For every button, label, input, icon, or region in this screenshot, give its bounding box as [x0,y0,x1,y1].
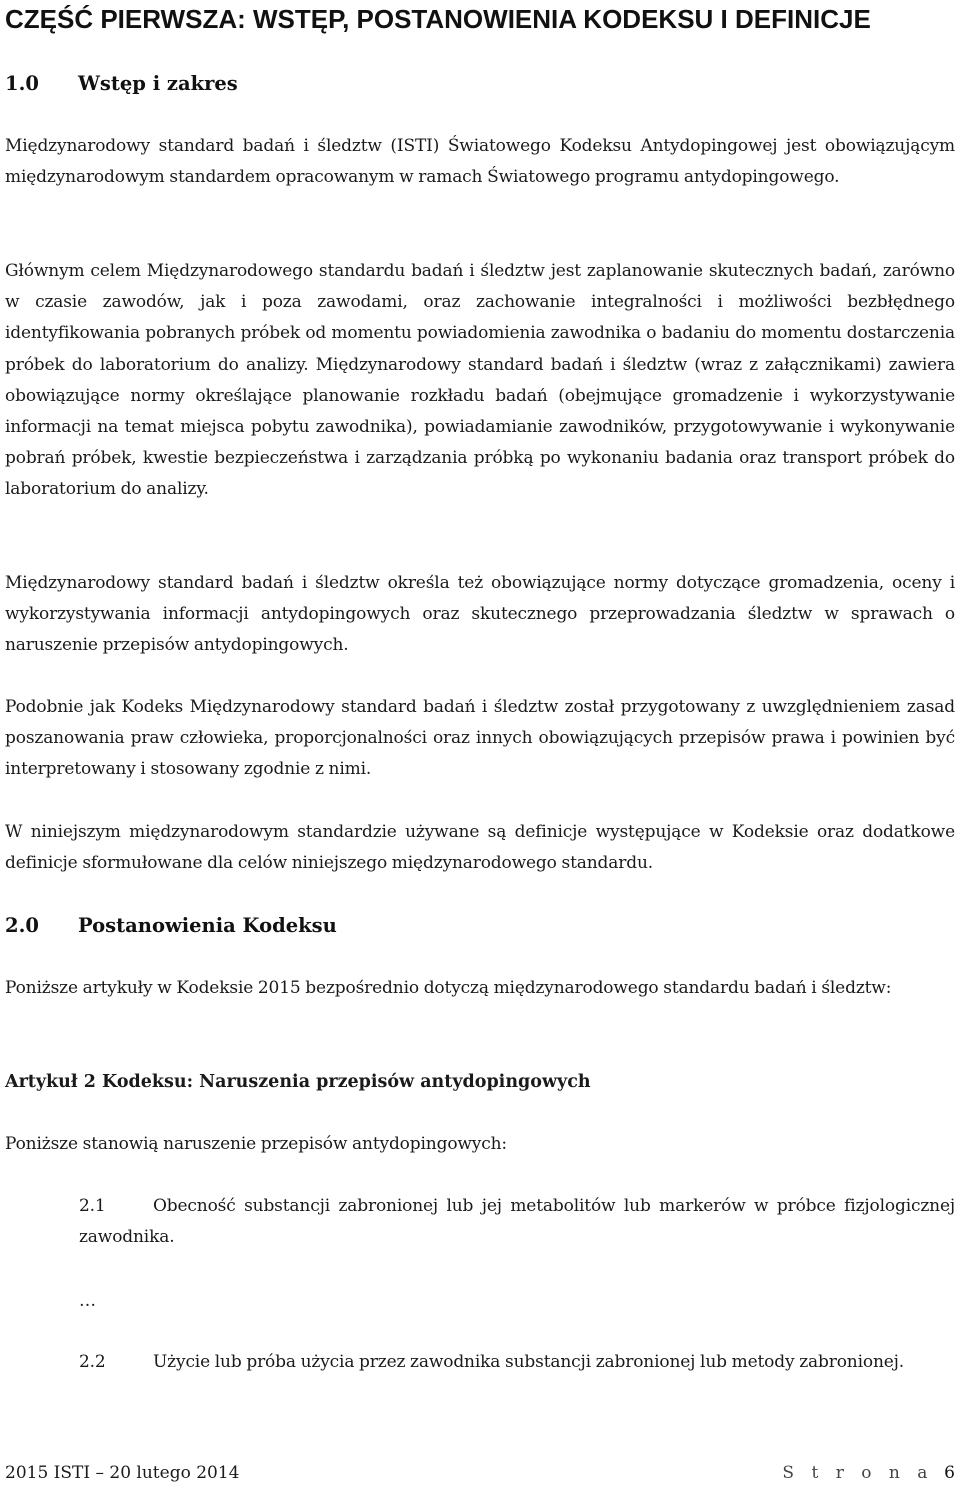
section-number: 2.0 [5,914,39,937]
section-heading-2 [5,910,955,942]
paragraph-definitions: W niniejszym międzynarodowym standardzie używane są definicje występujące w Kodeksie oraz dodatkowe definicje sformułowane dla celów niniejszego międzynarodowego standardu. [5,822,955,874]
page-label: S t r o n a [782,1463,934,1483]
footer-document-date: 2015 ISTI – 20 lutego 2014 [5,1463,240,1483]
paragraph-scope: Międzynarodowy standard badań i śledztw określa też obowiązujące normy dotyczące gromadzenia, oceny i wykorzystywania informacji antydopingowych oraz skutecznego przeprowadzania śledztw w sprawach o naruszenie przepisów antydopingowych. [5,573,955,656]
section-number: 1.0 [5,72,39,95]
item-text: Obecność substancji zabronionej lub jej metabolitów lub markerów w próbce fizjologicznej zawodnika. [79,1196,955,1248]
section-heading-1 [5,68,955,100]
paragraph-purpose: Głównym celem Międzynarodowego standardu badań i śledztw jest zaplanowanie skutecznych badań, zarówno w czasie zawodów, jak i poza zawodami, oraz zachowanie integralności i możliwości bezbłędnego identyfikowania pobranych próbek od momentu powiadomienia zawodnika o badaniu do momentu dostarczenia próbek do laboratorium do analizy. Międzynarodowy standard badań i śledztw (wraz z załącznikami) zawiera obowiązujące normy określające planowanie rozkładu badań (obejmujące gromadzenie i wykorzystywanie informacji na temat miejsca pobytu zawodnika), powiadamianie zawodników, przygotowywanie i wykonywanie pobrań próbek, kwestie bezpieczeństwa i zarządzania próbką po wykonaniu badania oraz transport próbek do laboratorium do analizy. [5,261,955,500]
list-item [79,1347,955,1378]
section-title: Postanowienia Kodeksu [78,914,337,937]
paragraph-human-rights: Podobnie jak Kodeks Międzynarodowy standard badań i śledztw został przygotowany z uwzględnieniem zasad poszanowania praw człowieka, proporcjonalności oraz innych obowiązujących przepisów prawa i powinien być interpretowany i stosowany zgodnie z nimi. [5,697,955,780]
item-number: 2.1 [79,1196,106,1216]
paragraph-article-intro: Poniższe stanowią naruszenie przepisów antydopingowych: [5,1134,508,1154]
item-text: Użycie lub próba użycia przez zawodnika substancji zabronionej lub metody zabronionej. [153,1352,905,1372]
paragraph-intro: Międzynarodowy standard badań i śledztw (ISTI) Światowego Kodeksu Antydopingowej jest obowiązującym międzynarodowym standardem opracowanym w ramach Światowego programu antydopingowego. [5,136,955,188]
page-number: 6 [944,1463,955,1483]
footer-page-indicator [782,1458,955,1488]
section-title: Wstęp i zakres [78,72,238,95]
page-footer [5,1458,955,1488]
item-number: 2.2 [79,1352,106,1372]
part-title: CZĘŚĆ PIERWSZA: WSTĘP, POSTANOWIENIA KODEKSU I DEFINICJE [5,4,871,34]
paragraph-code-articles: Poniższe artykuły w Kodeksie 2015 bezpośrednio dotyczą międzynarodowego standardu badań i śledztw: [5,978,892,998]
list-item [79,1191,955,1253]
article-title: Artykuł 2 Kodeksu: Naruszenia przepisów antydopingowych [5,1072,591,1092]
omission-ellipsis: … [79,1291,96,1311]
